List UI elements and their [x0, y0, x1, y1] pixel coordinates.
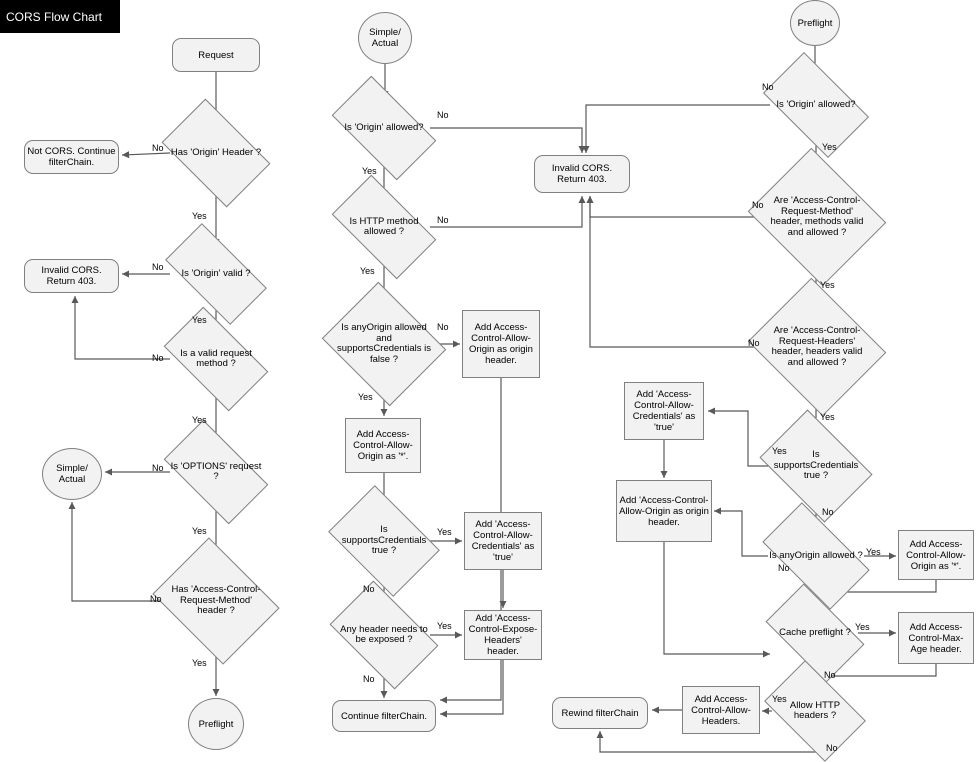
flow-node-label: Request: [198, 49, 234, 61]
edge-label: Yes: [192, 658, 207, 668]
flow-node-label: Is 'OPTIONS' request ?: [170, 460, 262, 482]
flow-node-r10: [772, 606, 858, 660]
flow-node-m8: [338, 508, 430, 574]
flow-node-m11: [464, 610, 542, 660]
edge-label: No: [363, 674, 375, 684]
flow-node-label: Has 'Origin' Header ?: [170, 146, 262, 158]
flow-node-label: Is a valid request method ?: [180, 347, 252, 369]
flow-node-r9: [898, 530, 974, 580]
flow-node-label: Is anyOrigin allowed and supportsCredentials is false ?: [337, 322, 431, 365]
flow-node-r4: [764, 302, 870, 392]
edge-label: Yes: [820, 280, 835, 290]
flow-node-m6: [462, 310, 540, 378]
flow-node-n10: [188, 698, 244, 750]
flow-node-n5: [24, 259, 119, 293]
flow-node-r14: [552, 697, 648, 729]
flow-node-r5: [770, 432, 862, 500]
edge-label: No: [748, 338, 760, 348]
edge-label: Yes: [437, 527, 452, 537]
edge-label: Yes: [362, 166, 377, 176]
edge-label: No: [762, 82, 774, 92]
flow-node-n4: [170, 248, 262, 300]
flow-node-r11: [898, 612, 974, 664]
chart-title: CORS Flow Chart: [0, 0, 120, 33]
flow-node-label: Is 'Origin' allowed?: [344, 121, 424, 133]
flow-node-r6: [624, 382, 704, 440]
flow-node-r2: [770, 76, 862, 134]
edge-label: No: [152, 262, 164, 272]
edge-label: Yes: [866, 547, 881, 557]
flow-node-label: Add Access-Control-Allow-Headers.: [691, 693, 751, 727]
edge-label: Yes: [192, 315, 207, 325]
flow-node-label: Add 'Access-Control-Allow-Credentials' as 'true': [471, 519, 535, 563]
edge-label: No: [150, 594, 162, 604]
flow-node-label: Continue filterChain.: [340, 710, 428, 722]
flow-node-label: Any header needs to be exposed ?: [340, 623, 428, 645]
edge-label: No: [752, 200, 764, 210]
flow-node-label: Cache preflight ?: [779, 626, 851, 638]
flow-node-label: Add Access-Control-Allow-Origin as origin header.: [469, 322, 533, 366]
edge-label: No: [437, 215, 449, 225]
edge-label: Yes: [192, 415, 207, 425]
flow-node-label: Simple/ Actual: [56, 463, 88, 485]
edge-label: No: [437, 322, 449, 332]
edge-label: Yes: [358, 392, 373, 402]
flow-node-label: Add 'Access-Control-Allow-Credentials' as 'true': [632, 389, 696, 433]
flow-node-label: Is 'Origin' valid ?: [181, 267, 251, 279]
edge-label: No: [778, 563, 790, 573]
edge-label: Yes: [192, 211, 207, 221]
flow-node-m5: [336, 304, 432, 384]
flow-node-label: Is 'Origin' allowed?: [776, 98, 856, 110]
flow-node-m10: [338, 604, 430, 666]
flow-node-label: Rewind filterChain: [561, 707, 639, 719]
flow-node-m7: [345, 418, 421, 473]
edge-label: Yes: [820, 412, 835, 422]
flow-node-n3: [24, 140, 119, 174]
flow-node-n7: [170, 444, 262, 500]
flow-node-label: Allow HTTP headers ?: [789, 699, 841, 721]
flow-node-label: Invalid CORS. Return 403.: [551, 163, 613, 185]
edge-label: Yes: [822, 142, 837, 152]
flow-node-label: Preflight: [797, 17, 833, 29]
flow-node-label: Simple/ Actual: [369, 27, 401, 49]
flow-node-m12: [332, 700, 436, 732]
edge-label: Yes: [855, 622, 870, 632]
flow-node-label: Is anyOrigin allowed ?: [769, 549, 863, 561]
flow-node-label: Has 'Access-Control-Request-Method' header ?: [171, 584, 261, 617]
flow-node-r8: [768, 528, 864, 584]
flow-node-r1: [790, 0, 840, 46]
flow-node-label: Are 'Access-Control-Request-Headers' header, headers valid and allowed ?: [771, 325, 863, 368]
edge-label: Yes: [360, 266, 375, 276]
edge-label: No: [826, 743, 838, 753]
edge-label: Yes: [772, 446, 787, 456]
flow-node-n1: [172, 38, 260, 72]
flow-node-r3: [764, 172, 870, 262]
flow-node-label: Add Access-Control-Allow-Origin as '*'.: [906, 538, 966, 572]
flow-node-label: Is supportsCredentials true ?: [773, 449, 859, 482]
edge-label: No: [824, 670, 836, 680]
flow-node-label: Add 'Access-Control-Allow-Origin as origin header.: [619, 494, 709, 528]
flow-node-n2: [170, 122, 262, 184]
edge-label: Yes: [772, 694, 787, 704]
edge-label: No: [152, 143, 164, 153]
edge-label: No: [363, 584, 375, 594]
flow-node-m2: [338, 100, 430, 156]
flow-node-r7: [616, 480, 712, 542]
edge-label: No: [822, 507, 834, 517]
edge-label: Yes: [192, 526, 207, 536]
edge-label: No: [152, 353, 164, 363]
flow-node-m1: [358, 12, 412, 64]
flow-node-label: Add Access-Control-Allow-Origin as '*'.: [353, 429, 413, 462]
flow-node-n9: [166, 561, 266, 641]
flow-node-label: Is HTTP method allowed ?: [349, 215, 419, 237]
edge-label: No: [152, 463, 164, 473]
flow-node-n8: [42, 448, 102, 500]
edge-label: No: [437, 110, 449, 120]
flow-node-label: Add Access-Control-Max-Age header.: [908, 621, 964, 655]
flow-node-label: Are 'Access-Control-Request-Method' header, methods valid and allowed ?: [770, 195, 864, 238]
flow-node-m4: [338, 199, 430, 255]
flow-node-r13: [682, 686, 760, 734]
flow-node-label: Invalid CORS. Return 403.: [41, 265, 102, 287]
flow-node-label: Preflight: [198, 718, 234, 730]
edge-label: Yes: [437, 621, 452, 631]
flow-node-label: Add 'Access-Control-Expose-Headers' header.: [468, 613, 538, 657]
flow-node-n6: [170, 331, 262, 387]
flow-node-label: Is supportsCredentials true ?: [341, 524, 427, 557]
flow-node-r12: [772, 682, 858, 740]
flow-node-label: Not CORS. Continue filterChain.: [27, 146, 116, 168]
flow-node-m9: [464, 512, 542, 570]
flow-node-m3: [534, 155, 630, 193]
